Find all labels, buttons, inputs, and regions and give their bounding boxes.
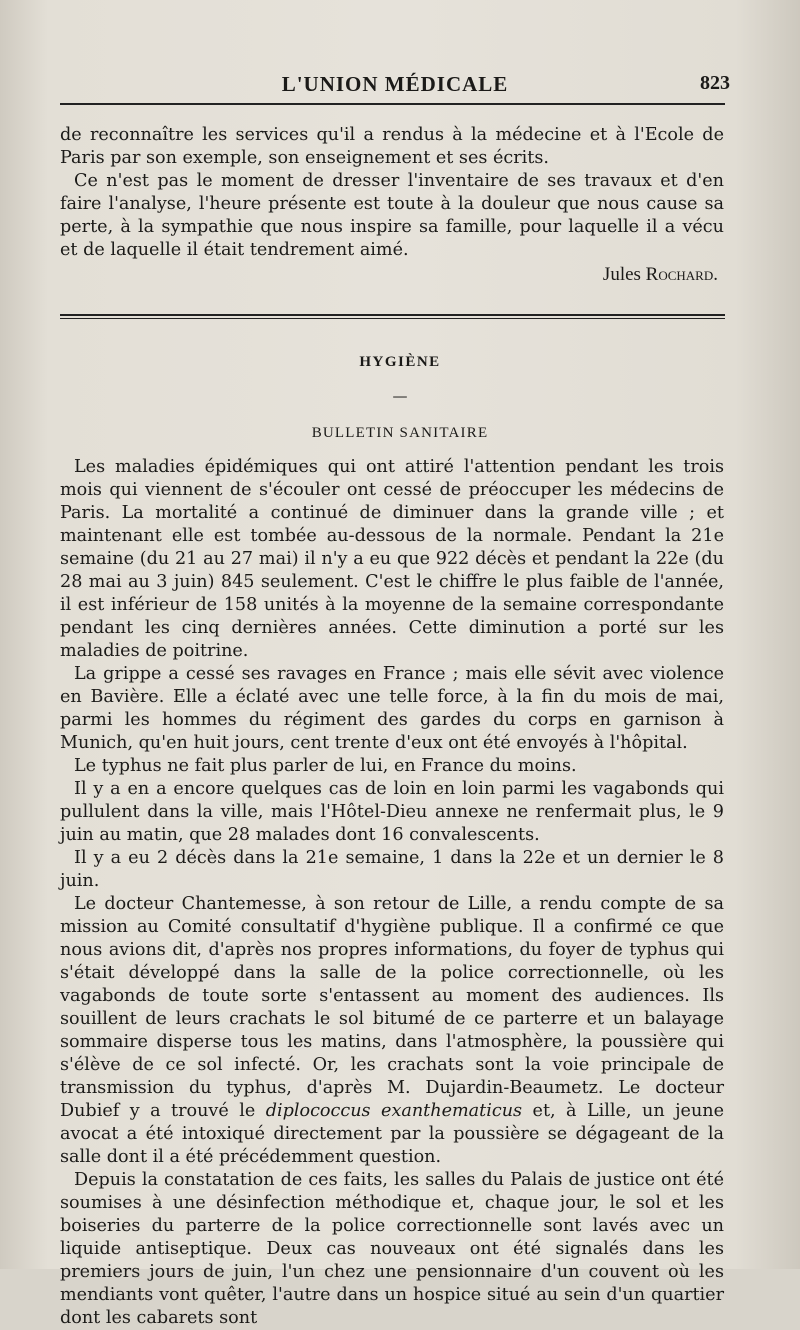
page-number: 823 bbox=[700, 72, 730, 94]
paragraph: Il y a en a encore quelques cas de loin en loin parmi les vagabonds qui pullulent dans la ville, mais l'Hôtel-Dieu annexe ne renfermait plus, le 9 juin au matin, que 28 malades dont 16 convalescents. bbox=[60, 779, 724, 845]
bulletin-text bbox=[60, 456, 724, 1330]
italic-term: diplococcus exanthematicus bbox=[265, 1101, 523, 1121]
header-rule bbox=[60, 103, 725, 105]
obituary-text bbox=[60, 124, 724, 262]
paragraph-text: Le docteur Chantemesse, à son retour de Lille, a rendu compte de sa mission au Comité consultatif d'hygiène publique. Il a confirmé ce que nous avions dit, d'après nos propres informations, du foyer de typhus qui s'était développé dans la salle de la police correctionnelle, où les vagabonds de toute sorte s'entassent au moment des audiences. Ils souillent de leurs crachats le sol bitumé de ce parterre et un balayage sommaire disperse tous les matins, dans l'atmosphère, la poussière qui s'élève de ce sol infecté. Or, les crachats sont la voie principale de transmission du typhus, d'après M. Dujardin-Beaumetz. Le docteur Dubief y a trouvé le bbox=[60, 894, 724, 1121]
signature-first-name: Jules bbox=[602, 264, 641, 285]
section-dash: — bbox=[392, 387, 408, 405]
paragraph: Ce n'est pas le moment de dresser l'inventaire de ses travaux et d'en faire l'analyse, l'heure présente est toute à la douleur que nous cause sa perte, à la sympathie que nous inspire sa famille, pour laquelle il a vécu et de laquelle il était tendrement aimé. bbox=[60, 171, 724, 260]
signature-last-name: Rochard. bbox=[645, 264, 718, 285]
paragraph-text: et, à Lille, un jeune avocat a été intoxiqué directement par la poussière se dégageant de la salle dont il a été précédemment question. bbox=[60, 1101, 725, 1167]
signature bbox=[603, 264, 718, 286]
section-divider bbox=[60, 314, 725, 319]
paragraph: Les maladies épidémiques qui ont attiré l'attention pendant les trois mois qui viennent de s'écouler ont cessé de préoccuper les médecins de Paris. La mortalité a continué de diminuer dans la grande ville ; et maintenant elle est tombée au-dessous de la normale. Pendant la 21e semaine (du 21 au 27 mai) il n'y a eu que 922 décès et pendant la 22e (du 28 mai au 3 juin) 845 seulement. C'est le chiffre le plus faible de l'année, il est inférieur de 158 unités à la moyenne de la semaine correspondante pendant les cinq dernières années. Cette diminution a porté sur les maladies de poitrine. bbox=[60, 457, 724, 661]
paragraph: Le typhus ne fait plus parler de lui, en France du moins. bbox=[74, 756, 577, 776]
paragraph: La grippe a cessé ses ravages en France ; mais elle sévit avec violence en Bavière. Elle a éclaté avec une telle force, à la fin du mois de mai, parmi les hommes du régiment des gardes du corps en garnison à Munich, qu'en huit jours, cent trente d'eux ont été envoyés à l'hôpital. bbox=[60, 664, 724, 753]
section-title: HYGIÈNE bbox=[359, 354, 441, 370]
paragraph: Depuis la constatation de ces faits, les salles du Palais de justice ont été soumises à une désinfection méthodique et, chaque jour, le sol et les boiseries du parterre de la police correctionnelle sont lavés avec un liquide antiseptique. Deux cas nouveaux ont été signalés dans les premiers jours de juin, l'un chez une pensionnaire d'un couvent où les mendiants vont quêter, l'autre dans un hospice situé au sein d'un quartier dont les cabarets sont bbox=[60, 1170, 724, 1328]
paragraph: Il y a eu 2 décès dans la 21e semaine, 1 dans la 22e et un dernier le 8 juin. bbox=[60, 848, 724, 891]
journal-title: L'UNION MÉDICALE bbox=[281, 72, 509, 96]
paragraph bbox=[60, 893, 724, 1169]
paragraph: de reconnaître les services qu'il a rendus à la médecine et à l'Ecole de Paris par son exemple, son enseignement et ses écrits. bbox=[60, 125, 724, 168]
running-head bbox=[60, 70, 730, 98]
subsection-title: BULLETIN SANITAIRE bbox=[311, 425, 489, 441]
